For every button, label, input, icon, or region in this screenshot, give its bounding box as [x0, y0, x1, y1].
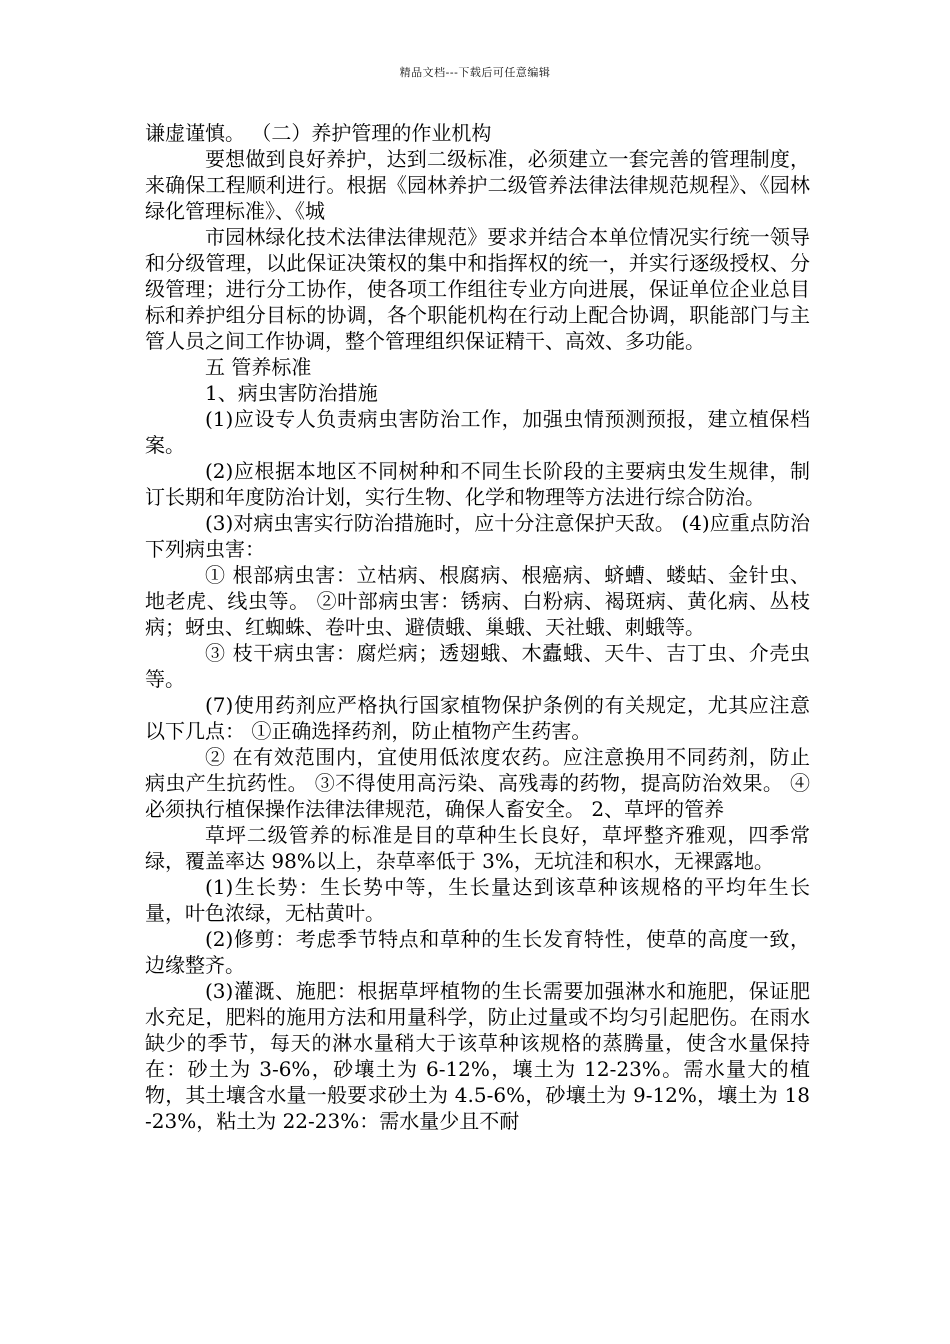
paragraph: (3)对病虫害实行防治措施时，应十分注意保护天敌。 (4)应重点防治下列病虫害： [145, 511, 810, 561]
paragraph: ③ 枝干病虫害：腐烂病；透翅蛾、木蠹蛾、天牛、吉丁虫、介壳虫等。 [145, 641, 810, 691]
paragraph: (1)应设专人负责病虫害防治工作，加强虫情预测预报，建立植保档案。 [145, 407, 810, 457]
document-body [145, 120, 810, 1134]
paragraph: 草坪二级管养的标准是目的草种生长良好，草坪整齐雅观，四季常绿，覆盖率达 98%以上，杂草率低于 3%，无坑洼和积水，无裸露地。 [145, 823, 810, 873]
paragraph: 市园林绿化技术法律法律规范》要求并结合本单位情况实行统一领导和分级管理，以此保证决策权的集中和指挥权的统一，并实行逐级授权、分级管理；进行分工协作，使各项工作组往专业方向进展，保证单位企业总目标和养护组分目标的协调，各个职能机构在行动上配合协调，职能部门与主管人员之间工作协调，整个管理组织保证精干、高效、多功能。 [145, 225, 810, 353]
paragraph: (1)生长势：生长势中等，生长量达到该草种该规格的平均年生长量，叶色浓绿，无枯黄叶。 [145, 875, 810, 925]
subsection-heading: 1、病虫害防治措施 [205, 381, 378, 405]
paragraph: ② 在有效范围内，宜使用低浓度农药。应注意换用不同药剂，防止病虫产生抗药性。 ③不得使用高污染、高残毒的药物，提高防治效果。 ④必须执行植保操作法律法律规范，确保人畜安全。 2、草坪的管养 [145, 745, 810, 821]
paragraph: 要想做到良好养护，达到二级标准，必须建立一套完善的管理制度，来确保工程顺利进行。根据《园林养护二级管养法律法律规范规程》、《园林绿化管理标准》、《城 [145, 147, 810, 223]
page-header: 精品文档---下载后可任意编辑 [399, 66, 551, 79]
paragraph: (7)使用药剂应严格执行国家植物保护条例的有关规定，尤其应注意以下几点： ①正确选择药剂，防止植物产生药害。 [145, 693, 810, 743]
paragraph: (3)灌溉、施肥：根据草坪植物的生长需要加强淋水和施肥，保证肥水充足，肥料的施用方法和用量科学，防止过量或不均匀引起肥伤。在雨水缺少的季节，每天的淋水量稍大于该草种该规格的蒸腾量，使含水量保持在：砂土为 3-6%，砂壤土为 6-12%，壤土为 12-23%。需水量大的植物，其土壤含水量一般要求砂土为 4.5-6%，砂壤土为 9-12%，壤土为 18-23%，粘土为 22-23%：需水量少且不耐 [145, 979, 810, 1133]
section-heading: 五 管养标准 [205, 355, 312, 379]
paragraph: 谦虚谨慎。 （二）养护管理的作业机构 [145, 121, 492, 145]
paragraph: (2)应根据本地区不同树种和不同生长阶段的主要病虫发生规律，制订长期和年度防治计划，实行生物、化学和物理等方法进行综合防治。 [145, 459, 810, 509]
paragraph: (2)修剪：考虑季节特点和草种的生长发育特性，使草的高度一致，边缘整齐。 [145, 927, 810, 977]
paragraph: ① 根部病虫害：立枯病、根腐病、根癌病、蛴螬、蝼蛄、金针虫、地老虎、线虫等。 ②叶部病虫害：锈病、白粉病、褐斑病、黄化病、丛枝病；蚜虫、红蜘蛛、卷叶虫、避债蛾、巢蛾、天社蛾、刺蛾等。 [145, 563, 810, 639]
